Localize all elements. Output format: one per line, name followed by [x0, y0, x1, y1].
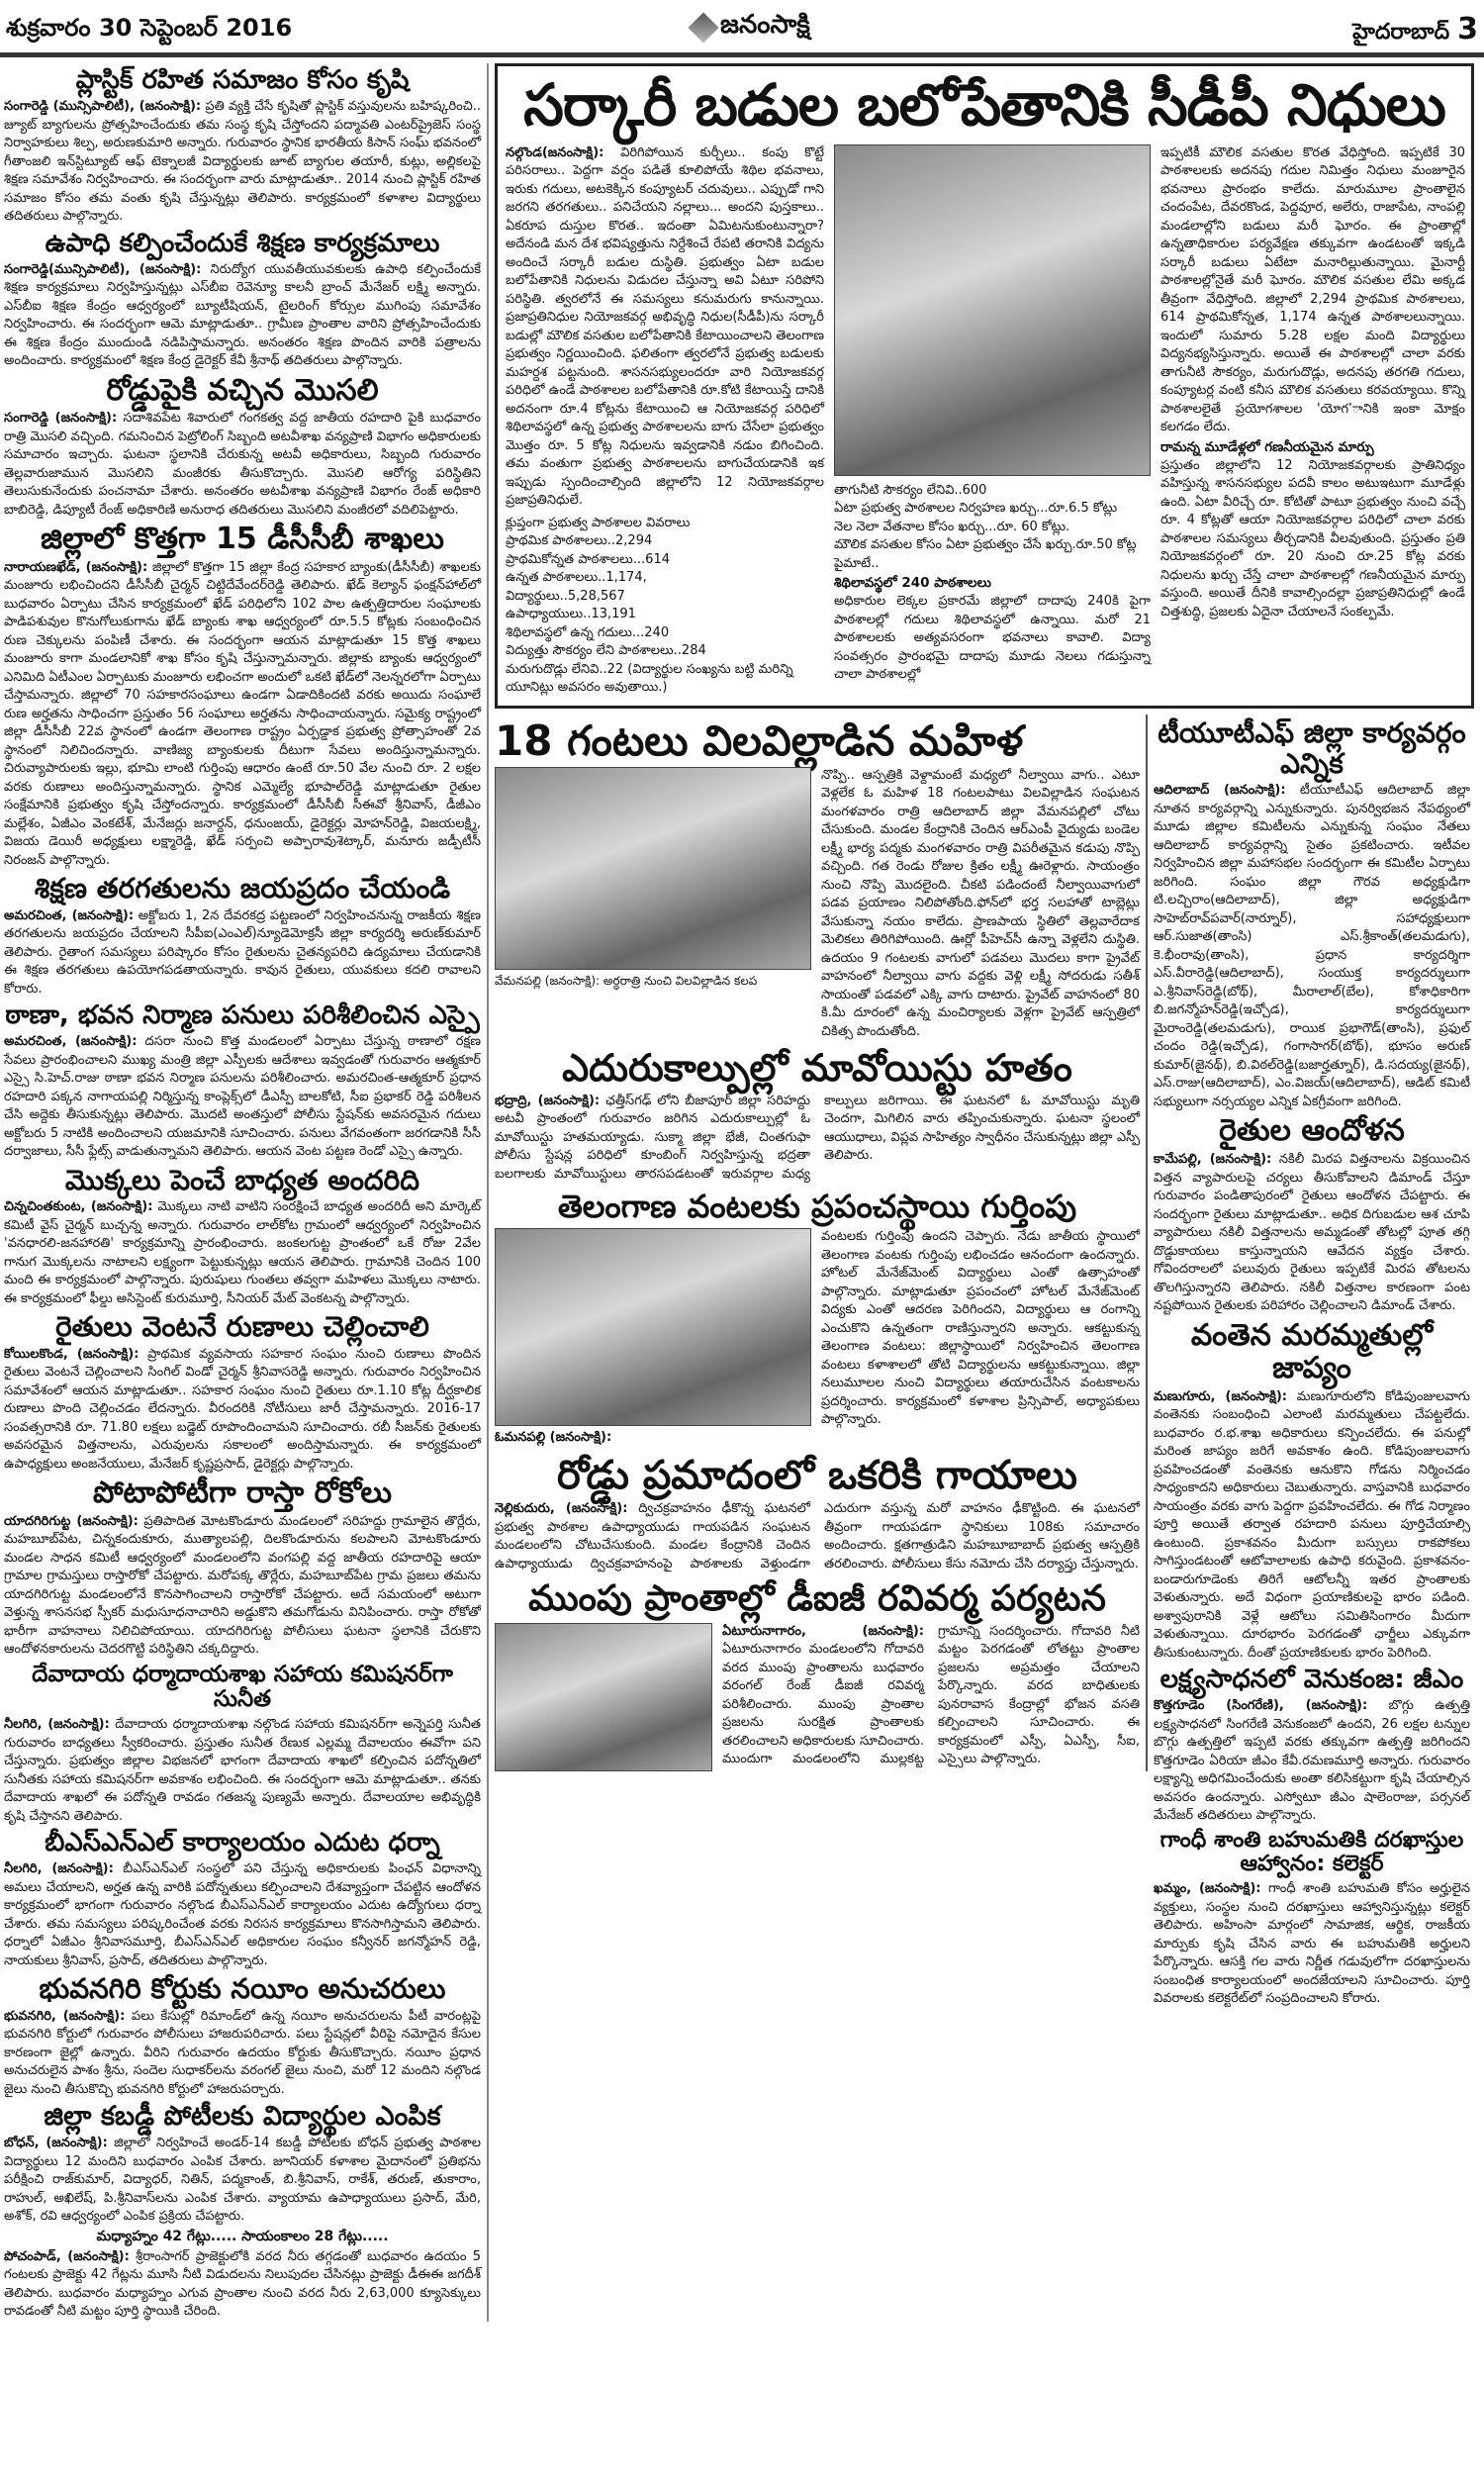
- stat-line: తాగునీటి సౌకర్యం లేనివి..600: [834, 482, 987, 498]
- article-body: ప్రాథమిక వ్యవసాయ సహకార సంఘం నుంచి రుణాలు పొందిన రైతులు వెంటనే చెల్లించాలని సింగిల్ విండో చైర్మన్ శ్రీనివాసరెడ్డి అన్నారు. గురువారం నిర్వహించిన సమావేశంలో ఆయన మాట్లాడుతూ.. సహకార సంఘం నుంచి రైతులు రూ.1.10 కోట్ల దీర్ఘకాలిక రుణాలు పొంది చెల్లించడం లేదన్నారు. వీరందరికి నోటీసులు జారీ చేస్తామన్నారు. 2016-17 సంవత్సరానికి రూ. 71.80 లక్షలు బడ్జెట్ రూపొందించామని సూచించారు. రబీ సీజన్‌కు రైతులకు అవసరమైన విత్తనాలను, ఎరువులను సకాలంలో అందిస్తామన్నారు. ఈ కార్యక్రమంలో ఉపాధ్యక్షులు అంజనేయులు, మేనేజర్ కృష్ణప్రసాద్, డైరెక్టర్లు పాల్గొన్నారు.: [4, 1346, 481, 1472]
- subheading-change: రామన్న మూడేళ్లలో గణనీయమైన మార్పు: [1160, 438, 1374, 455]
- article-body: ఛత్తీస్‌గఢ్ లోని బీజాపూర్ జిల్లా సరిహద్దు అటవీ ప్రాంతంలో గురువారం జరిగిన ఎదురుకాల్పుల్లో ఓ మావోయిస్టు హతమయ్యాడు. సుక్మా జిల్లా భేజీ, చింతగుఫా పోలీసు స్టేషన్ల పరిధిలో కూంబింగ్ నిర్వహిస్తున్న భద్రతా బలగాలకు మావోయిస్టులు తారసపడటంతో ఇరువర్గాల మధ్య కాల్పులు జరిగాయి. ఈ ఘటనలో ఓ మావోయిస్టు మృతి చెందగా, మిగిలిన వారు తప్పించుకున్నారు. ఘటనా స్థలంలో ఆయుధాలు, విప్లవ సాహిత్యం స్వాధీనం చేసుకున్నట్లు జిల్లా ఎస్పీ తెలిపారు.: [495, 1093, 1140, 1182]
- dateline: సంగారెడ్డి (జనంసాక్షి):: [4, 411, 118, 427]
- article-body: మొక్కలు నాటి వాటిని సంరక్షించే బాధ్యత అందరిదీ అని మార్కెట్ కమిటీ వైస్ చైర్మన్ బుచ్చన్న అన్నారు. గురువారం లాల్‌కోట గ్రామంలో ఆధ్వర్యంలో నిర్వహించిన 'వనధారలి-జనహారతి' కార్యక్రమాన్ని ప్రారంభించారు. జంకలగుట్ట ప్రాంతంలో ఒకే రోజు 2వేల గానుగ మొక్కలను నాటాలని లక్ష్యంగా పెట్టుకున్నట్లు ఆయన తెలిపారు. గ్రామానికి చెందిన 100 మంది ఈ కార్యక్రమంలో పాల్గొన్నారు. పురుషులు గుంతలు తవ్వగా మహిళలు మొక్కలు నాటారు. ఈ కార్యక్రమంలో ఫీల్డు అసిస్టెంట్ కురుమూర్తి, సీనియర్ మేట్ వెంకటన్న పాల్గొన్నారు.: [4, 1199, 481, 1306]
- headline: ఉపాధి కల్పించేందుకే శిక్షణ కార్యక్రమాలు: [45, 228, 440, 258]
- lead-story: [495, 63, 1474, 709]
- dateline: నల్గొండ(జనంసాక్షి):: [506, 144, 604, 160]
- dateline: కామేపల్లి, (జనంసాక్షి):: [1154, 1152, 1272, 1167]
- article: [1154, 1319, 1470, 1664]
- dateline: భద్రాద్రి, (జనంసాక్షి):: [495, 1093, 601, 1108]
- dateline: నీలగిరి, (జనంసాక్షి):: [4, 1717, 110, 1733]
- dateline: అమరచింత, (జనంసాక్షి):: [4, 907, 135, 923]
- expense-stats: [834, 482, 1151, 574]
- stat-line: ప్రాథమికోన్నత పాఠశాలలు...614: [506, 551, 670, 567]
- stat-line: మౌలిక వసతుల కోసం ఏటా ప్రభుత్వం చేసే ఖర్చు.రూ.50 కోట్ల పైమాటే..: [834, 537, 1137, 571]
- article: [4, 1476, 481, 1660]
- article-body: అక్టోబరు 1, 2న దేవరకద్ర పట్టణంలో నిర్వహించనున్న రాజకీయ శిక్షణ తరగతులను జయప్రదం చేయాలని సీపీఐ(ఎంఎల్)న్యూడెమోక్రసీ జిల్లా కార్యదర్శి అరుణ్‌కుమార్ తెలిపారు. రైతాంగ సమస్యలు పరిష్కారం కోసం రైతులను చైతన్యపరిచి ఉద్యమాలు చేయడానికి ఈ శిక్షణ తరగతులు ఉపయోగపడతాయన్నారు. కావున రైతులు, యువకులు కదలి రావాలని కోరారు.: [4, 907, 482, 997]
- headline: శిక్షణ తరగతులను జయప్రదం చేయండి: [34, 872, 451, 905]
- lead-text: విరిగిపోయిన కుర్చీలు.. కంపు కొట్టే పరిసరాలు.. పెద్దగా వర్షం పడితే కూలిపోయే శిథిల భవనాలు, ఇరుకు గదులు, అటకెక్కిన కంప్యూటర్ చదువులు.. ఎప్పుడో గాని జరగని తరగతులు.. పనిచేయని నల్లాలు... అందని పుస్తకాలు.. ఏకరూప దుస్తుల కొరత.. ఇదంతా ఏమిటనుకుంటున్నారా? అదేనండి మన దేశ భవిష్యత్తును నిర్దేశించే రేపటి తరానికి విద్యను అందించే సర్కారీ బడుల దుస్థితి. ప్రభుత్వం ఏటా బడుల బలోపేతానికి నిధులను విడుదల చేస్తున్నా అవి ఏటూ సరిపోని పరిస్థితి. త్వరలోనే ఈ సమస్యలు కనుమరుగు కానున్నాయి. ప్రజాప్రతినిధుల నియోజకవర్గ అభివృద్ధి నిధుల(సీడీపీ)ను సర్కారీ బడుల్లో మౌలిక వసతుల బలోపేతానికి కేటాయించాలని తెలంగాణ ప్రభుత్వం నిర్ణయించింది. ఫలితంగా త్వరలోనే ప్రభుత్వ బడులకు మహర్దశ పట్టనుంది. శాసనసభ్యులందరూ వారి నియోజకవర్గ పరిధిలో ఉండే పాఠశాలల బలోపేతానికి రూ.కోటి కేటాయిస్తే దానికి అదనంగా రూ.4 కోట్లను కేటాయించి ఆ నియోజకవర్గ పరిధిలో శిథిలావస్థలో ఉన్న ప్రభుత్వ పాఠశాలలను బాగు చేసేలా ప్రభుత్వం మొత్తం రూ. 5 కోట్ల నిధులను ఇవ్వడానికి నడుం బిగించింది. తమ వంతుగా ప్రభుత్వ పాఠశాలలను బాగుచేయడానికి ఇక ఇప్పుడు స్పందించాల్సింది జిల్లాలోని 12 నియోజకవర్గాల ప్రజాప్రతినిధులే.: [506, 144, 824, 509]
- lead-col-2: [834, 144, 1151, 685]
- article: [4, 1663, 481, 1827]
- headline: రైతుల ఆందోళన: [1219, 1113, 1405, 1149]
- headline: జిల్లాలో కొత్తగా 15 డీసీసీబీ శాఖలు: [41, 522, 444, 557]
- article: [1154, 1666, 1470, 1826]
- lower-columns: [495, 714, 1474, 2009]
- dateline: ఖమ్మం, (జనంసాక్షి):: [1154, 1881, 1261, 1897]
- stat-line: విద్యార్థులు..5,28,567: [506, 588, 625, 604]
- page-number: 3: [1457, 12, 1478, 47]
- article-body: వంటలకు గుర్తింపు ఉందని చెప్పారు. నేడు జాతీయ స్థాయిలో తెలంగాణ వంటకు గుర్తింపు లభించడం ఆనందంగా ఉందన్నారు. హోటల్ మేనేజ్‌మెంట్ విద్యార్థులు ఎంతో ఉత్సాహంతో పాల్గొన్నారు. మాట్లాడుతూ ప్రపంచంలో హోటల్ మేనేజ్‌మెంట్ విద్యకు ఎంతో ఆదరణ పెరిగిందని, విద్యార్థులు ఆ రంగాన్ని ఎంచుకొని ఉన్నతంగా రాణిస్తున్నారని అన్నారు. ఆకట్టుకున్న తెలంగాణ వంటలు: జిల్లాస్థాయిలో నిర్వహించిన తెలంగాణ వంటలు కళాశాలలో తోటి విద్యార్థులను ఆకట్టుకున్నాయి. జిల్లా నలుమూలల నుంచి విద్యార్థులు తయారుచేసిన వంటకాలను ప్రదర్శించారు. కార్యక్రమంలో కళాశాల ప్రిన్సిపాల్, అధ్యాపకులు పాల్గొన్నారు.: [821, 1229, 1140, 1428]
- dateline: నెల్లికుదురు, (జనంసాక్షి):: [495, 1501, 628, 1517]
- article-telangana-cuisine: [495, 1190, 1140, 1447]
- article-road-accident: [495, 1454, 1140, 1574]
- article: [4, 523, 481, 870]
- masthead: [0, 0, 1484, 57]
- right-column: [1154, 714, 1470, 2009]
- article-woman: [495, 717, 1140, 1042]
- article: [4, 1165, 481, 1308]
- right-area: [495, 63, 1474, 2009]
- headline: దేవాదాయ ధర్మాదాయశాఖ సహాయ కమిషనర్‌గా సునీత: [32, 1661, 453, 1713]
- article-maoist: [495, 1047, 1140, 1184]
- article: [4, 2102, 481, 2227]
- article: [4, 230, 481, 371]
- article: [1154, 1114, 1470, 1315]
- lead-body-3: ఇప్పటికీ మౌలిక వసతుల కొరత వేధిస్తోంది. ఇప్పటికే 30 పాఠశాలలకు అదనపు గదుల నిమిత్తం నిధులు మంజూరైన భవనాలు ప్రారంభం కాలేదు. మారుమూల ప్రాంతాలైన చందంపేట, దేవరకొండ, పెద్దవూర, అలేరు, రాజాపేట, నాంపల్లి మండలాల్లోని బడులు మరీ ఘోరం. ఈ ప్రాంతాల్లో ఉన్నతాధికారుల పర్యవేక్షణ తక్కువగా ఉండటంతో ఇక్కడి సర్కారీ బడులు ఏటేటా మనారిల్లుతున్నాయి. మైనార్టీ పాఠశాలల్లోనైతే మరీ ఘోరం. మౌలిక వసతుల లేమి అక్కడ తీవ్రంగా వేధిస్తోంది. జిల్లాలో 2,294 ప్రాథమిక పాఠశాలలు, 614 ప్రాథమికోన్నత, 1,174 ఉన్నత పాఠశాలలున్నాయి. ఇందులో సుమారు 5.28 లక్షల మంది విద్యార్థులు విద్యనభ్యసిస్తున్నారు. అయితే ఈ పాఠశాలల్లో చాలా వరకు తాగునీటి సౌకర్యం, మరుగుదొడ్లు, అదనపు తరగతి గదులు, కంప్యూటర్ల వంటి కనీస మౌలిక వసతులు కరవయ్యాయి. కొన్ని పాఠశాలలైతే ప్రయోగశాలల 'యోగ'ానికి ఇంకా మోక్షం కలగడం లేదు.: [1160, 144, 1465, 435]
- stat-line: ప్రాథమిక పాఠశాలలు..2,294: [506, 533, 653, 549]
- article-body: నకిలీ మిరప విత్తనాలను విక్రయించిన విత్తన వ్యాపారులపై చర్యలు తీసుకోవాలని డిమాండ్ చేస్తూ గురువారం పండితాపురంలో రైతులు ఆందోళన చేపట్టారు. ఈ సందర్భంగా రైతులు మాట్లాడుతూ.. అధిక దిగుబడుల ఆశ చూపి వ్యాపారులు నకిలీ విత్తనాలను అమ్మడంతో తోటల్లో పూత తగ్గి దొడ్డుకాయలు కాస్తున్నాయని ఆవేదన వ్యక్తం చేశారు. గోవిందరాలలో పలువురు రైతులు ఇప్పటికే మిరప తోటలను తొలగిస్తున్నారని తెలిపారు. నకిలీ విత్తనాల కారణంగా పంట నష్టపోయిన రైతులకు పరిహారం చెల్లించాలని డిమాండ్ చేశారు.: [1154, 1152, 1470, 1313]
- article-body: నిరుద్యోగ యువతీయువకులకు ఉపాధి కల్పించేందుకే శిక్షణ కార్యక్రమాలు నిర్వహిస్తున్నట్లు ఎస్‌బీఐ రెవెన్యూ కాలనీ బ్రాంచ్ మేనేజర్ లక్ష్మి అన్నారు. ఎస్‌బీఐ శిక్షణ కేంద్రం ఆధ్వర్యంలో బ్యూటీషియన్, టైలరింగ్ కోర్సుల ముగింపు సమావేశం నిర్వహించారు. ఈ సందర్భంగా ఆమె మాట్లాడుతూ.. గ్రామీణ ప్రాంతాల వారిని ప్రోత్సహించేందుకు ఈ శిక్షణ కేంద్రం ముందుండి నడిపిస్తామన్నారు. అనంతరం శిక్షణ పొందిన వారికి పత్రాలను అందించారు. కార్యక్రమంలో శిక్షణ కేంద్ర డైరెక్టర్ కేవీ శ్రీనాథ్ తదితరులు పాల్గొన్నారు.: [4, 261, 481, 369]
- dateline: చిన్నచింతకుంట, (జనంసాక్షి):: [4, 1199, 153, 1215]
- article-body: నొప్పి.. ఆస్పత్రికి వెళ్దామంటే మధ్యలో నీల్వాయి వాగు.. ఎటూ వెళ్లలేక ఓ మహిళ 18 గంటలపాటు విలవిల్లాడిన సంఘటన మంగళవారం రాత్రి ఆదిలాబాద్ జిల్లా వేమనపల్లిలో చోటు చేసుకుంది. మండల కేంద్రానికి చెందిన ఆర్ఎంపీ వైద్యుడు బండెల లక్ష్మీ భార్య పద్మకు మంగళవారం రాత్రి విపరీతమైన కడుపు నొప్పి వచ్చింది. గత రెండు రోజుల క్రితం లక్ష్మీ ఊరెళ్లారు. సాయంత్రం నుంచి నొప్పి మొదలైంది. చీకటి పడిందంటే నీల్వాయివాగులో పడవ ప్రయాణం నిలిపోతోంది.ఫోన్‌లో భర్త సలహాతో టాబ్లెట్లు వేసుకున్నా నయం కాలేదు. ప్రాణపాయ స్థితిలో తెల్లవారేదాక మెలికలు తిరిగిపోయింది. ఊర్లో పీహెచ్‌సీ ఉన్నా వెళ్లలేని దుస్థితి. ఉదయం 9 గంటలకు వాగులో పడవలు మొదలు కాగా ప్రైవేట్ వాహనంలో నీల్వాయి వాగు వద్దకు వెళ్లి లక్ష్మీ సోదరుడు సతీశ్ సాయంతో పడవలో ఎక్కి వాగు దాటారు. ప్రైవేట్ వాహనంలో 80 కి.మీ దూరంలో ఉన్న మంచిర్యాలకు వెళ్లగా ప్రైవేట్ ఆస్పత్రిలో చికిత్స పొందుతోంది.: [821, 767, 1140, 1039]
- article-body: ఏటూరునాగారం మండలంలోని గోదావరి వరద ముంపు ప్రాంతాలను బుధవారం వరంగల్ రేంజ్ డీఐజీ రవివర్మ పరిశీలించారు. ముంపు ప్రాంతాల ప్రజలను సురక్షిత ప్రాంతాలకు తరలించాలని అధికారులకు సూచించారు. ముందుగా మండలంలోని ముల్లకట్ట గ్రామాన్ని సందర్శించారు. గోదావరి నీటి మట్టం పెరగడంతో లోతట్టు ప్రాంతాల ప్రజలను అప్రమత్తం చేయాలని పేర్కొన్నారు. వరద బాధితులకు పునరావాస కేంద్రాల్లో భోజన వసతి కల్పించాలని సూచించారు. ఈ కార్యక్రమంలో ఎస్పీ, ఏఎస్పీ, సీఐ, ఎస్సైలు పాల్గొన్నారు.: [722, 1623, 1140, 1767]
- river-crossing-photo: [495, 767, 811, 970]
- photo-caption: వేమనపల్లి (జనంసాక్షి): అర్ధరాత్రి నుంచి విలవిల్లాడిన కలప: [495, 973, 758, 988]
- stat-line: ఉపాధ్యాయులు..13,191: [506, 607, 636, 622]
- article-body: పలు కేసుల్లో రిమాండ్‌లో ఉన్న నయీం అనుచరులను పీటీ వారంట్లపై భువనగిరి కోర్టులో గురువారం పోలీసులు హాజరుపరిచారు. పలు స్టేషన్లలో వీరిపై నమోదైన కేసుల కారణంగా జైల్లో ఉన్నారు. వీరిని గురువారం ఉదయం కోర్టుకు తీసుకొచ్చారు. నయీం ప్రధాన అనుచరులైన పాశం శ్రీను, సందెల సుధాకర్‌లను వరంగల్ జైలు నుంచి, మరో 12 మందిని నల్గొండ జైలు నుంచి తీసుకొచ్చి భువనగిరి కోర్టులో హాజరుపర్చారు.: [4, 2008, 481, 2097]
- article-body: బొగ్గు ఉత్పత్తి లక్ష్యసాధనలో సింగరేణి వెనుకంజలో ఉందని, 26 లక్షల టన్నుల బొగ్గు ఉత్పత్తిలో ఇప్పటి వరకు తక్కువగా ఉత్పత్తి జరిగిందని కొత్తగూడెం ఏరియా జీఎం కేవీ.రమణమూర్తి అన్నారు. గురువారం లక్ష్యాన్ని అధిగమించేందుకు అంతా కలిసికట్టుగా కృషి చేయాల్సిన అవసరం ఉందన్నారు. ఎస్వోటూ జీఎం షాలెంరాజు, పర్సనల్ మేనేజర్ తదితరులు పాల్గొన్నారు.: [1154, 1698, 1470, 1824]
- logo-icon: [688, 12, 718, 43]
- dateline: అమరచింత, (జనంసాక్షి):: [4, 1034, 138, 1050]
- headline: జిల్లా కబడ్డీ పోటీలకు విద్యార్థుల ఎంపిక: [44, 2101, 441, 2133]
- article: [4, 2230, 481, 2322]
- article: [4, 66, 481, 227]
- article-body: సదాశివపేట శివారులో గంగకత్వ వద్ద జాతీయ రహదారి పైకి బుధవారం రాత్రి మొసలి వచ్చింది. గమనించిన పెట్రోలింగ్ సిబ్బంది అటవీశాఖ వన్యప్రాణి విభాగం అధికారులకు సమాచారం ఇచ్చారు. ఘటనా స్థలానికి చేరుకున్న అటవీ అధికారులు, సిబ్బంది గురువారం తెల్లవారుజామున మొసలిని మంజీరకు తీసుకొచ్చారు. మొసలి ఆరోగ్య పరిస్థితిని తెలుసుకునేందుకు పంచనామా చేశారు. అనంతరం అటవీశాఖ వన్యప్రాణి విభాగం రేంజ్ అధికారి బాబిరెడ్డి, డిప్యూటీ రేంజ్ అధికారిణి అనురాధ తదితరులు మొసలిని మంజీరలో వదిలిపెట్టారు.: [4, 411, 481, 518]
- lead-body-4: ప్రస్తుతం జిల్లాలోని 12 నియోజకవర్గాలకు ప్రాతినిధ్యం వహిస్తున్న శాసనసభ్యుల పదవీ కాలం అటుఇటుగా మూడేళ్లు ఉంది. ఏటా వీరిచ్చే రూ. కోటితో పాటూ ప్రభుత్వం నుంచి వచ్చే రూ. 4 కోట్లతో ఆయా నియోజకవర్గాల పరిధిలో చాలా వరకు పాఠశాలల సమస్యలు తీర్చడానికి వీలవుతుంది. ప్రస్తుతం ప్రతి నియోజకవర్గంలో రూ. 20 నుంచి రూ.25 కోట్ల వరకు నిధులను ఖర్చు చేస్తే చాలా పాఠశాలల్లో గణనీయమైన మార్పు వస్తుంది. అయితే దీనికి కావాల్సిందల్లా ప్రజాప్రతినిధుల్లో ఉండే చిత్తశుద్ధి, ప్రజలకు ఏదైనా చేయాలనే సంకల్పమే.: [1160, 457, 1465, 619]
- lead-headline: సర్కారీ బడుల బలోపేతానికి సీడీపీ నిధులు: [523, 71, 1445, 139]
- stat-line: విద్యుత్తు సౌకర్యం లేని పాఠశాలలు..284: [506, 643, 706, 659]
- article-body: బీఎస్ఎన్ఎల్ సంస్థలో పని చేస్తున్న అధికారులకు పింఛన్ విధానాన్ని అమలు చేయాలని, అర్హత ఉన్న వారికి పదోన్నతులు కల్పించాలని దేశవ్యాప్తంగా చేపట్టిన ఆందోళన కార్యక్రమంలో భాగంగా గురువారం నల్గొండ బీఎస్ఎన్ఎల్ కార్యాలయం ఎదుట ఉద్యోగులు ధర్నా చేశారు. తమ సమస్యలు పరిష్కరించేంత వరకు నిరసన కార్యక్రమాలు కొనసాగిస్తామని తెలిపారు. ధర్నాలో ఏజీఎం శ్రీనివాసమూర్తి, బీఎస్ఎన్ఎల్ అధికారుల సంఘం కన్వీనర్ జగన్మోహన్ రెడ్డి, నాయకులు శ్రీనివాస్, ప్రసాద్, తదితరులు పాల్గొన్నారు.: [4, 1861, 481, 1968]
- city-name: హైదరాబాద్: [1352, 20, 1450, 45]
- article: [4, 1973, 481, 2099]
- headline: భువనగిరి కోర్టుకు నయీం అనుచరులు: [39, 1972, 446, 2006]
- dateline: పోచంపాడ్, (జనంసాక్షి):: [4, 2248, 130, 2264]
- headline: తెలంగాణ వంటలకు ప్రపంచస్థాయి గుర్తింపు: [557, 1188, 1077, 1226]
- article-body: ద్విచక్రవాహనం ఢీకొన్న ఘటనలో ప్రభుత్వ పాఠశాల ఉపాధ్యాయుడు గాయపడిన సంఘటన మండలంలోని చోటుచేసుకుంది. మండల కేంద్రానికి చెందిన ఉపాధ్యాయుడు ద్విచక్రవాహనంపై పాఠశాలకు వెళ్తుండగా ఎదురుగా వస్తున్న మరో వాహనం ఢీకొట్టింది. ఈ ఘటనలో తీవ్రంగా గాయపడగా స్థానికులు 108కు సమాచారం అందించారు. క్షతగాత్రుడిని మహబూబాబాద్ ప్రభుత్వ ఆస్పత్రికి తరలించారు. పోలీసులు కేసు నమోదు చేసి దర్యాప్తు చేస్తున్నారు.: [495, 1501, 1140, 1571]
- headline: ఠాణా, భవన నిర్మాణ పనులు పరిశీలించిన ఎస్పై: [5, 1000, 480, 1031]
- lead-body-2: అధికారుల లెక్కల ప్రకారమే జిల్లాలో దాదాపు 240కి పైగా పాఠశాలల్లో గదులు శిథిలావస్థలో ఉన్నాయి. మరో 21 పాఠశాలలకు అత్యవసరంగా భవనాలు కావాలి. విద్యా సంవత్సరం ప్రారంభమై దాదాపు మూడు నెలలు గడుస్తున్నా చాలా పాఠశాలల్లో: [834, 594, 1151, 683]
- dateline: ఓమనపల్లి (జనంసాక్షి):: [495, 1430, 612, 1446]
- article: [4, 873, 481, 999]
- headline: బీఎస్ఎన్ఎల్ కార్యాలయం ఎదుట ధర్నా: [45, 1828, 440, 1858]
- lead-col-3: [1160, 144, 1465, 622]
- headline: గాంధీ శాంతి బహుమతికి దరఖాస్తుల ఆహ్వానం: కలెక్టర్: [1159, 1827, 1464, 1877]
- article-body: గాంధీ శాంతి బహుమతి కోసం అర్హులైన వ్యక్తులు, సంస్థల నుంచి దరఖాస్తులు ఆహ్వానిస్తున్నట్లు కలెక్టర్ తెలిపారు. అహింసా మార్గంలో సామాజిక, ఆర్థిక, రాజకీయ మార్పుకు కృషి చేసిన వారు ఈ బహుమతికి అర్హులని పేర్కొన్నారు. ఆసక్తి గల వారు నిర్ణీత గడువులోగా దరఖాస్తులను సంబంధిత కార్యాలయంలో అందజేయాలని సూచించారు. పూర్తి వివరాలకు కలెక్టరేట్‌లో సంప్రదించాలని కోరారు.: [1154, 1881, 1471, 2007]
- school-stats: [506, 515, 824, 698]
- lead-col-1: [506, 144, 824, 698]
- lead-body-1: [506, 144, 824, 511]
- article-body: ప్రతి వ్యక్తి చేసే కృషితో ప్లాస్టిక్ వస్తువులను బహిష్కరించి.. జ్యూట్ బ్యాగులను ప్రోత్సహించేందుకు తమ సంస్థ కృషి చేస్తోందని పద్మావతి ఎంటర్‌ప్రైజెస్ సంస్థ నిర్వాహకులు శిల్ప, అరుణకుమారి అన్నారు. గురువారం స్థానిక భారతీయ కిసాన్ సంఘ్ భవనంలో గీతాంజలి ఇన్‌స్టిట్యూట్ ఆఫ్ టెక్నాలజీ విద్యార్థులకు జూట్ బ్యాగుల తయారీ, కుట్లు, అల్లికలపై శిక్షణ సమావేశం నిర్వహించారు. ఈ సందర్భంగా వారు మాట్లాడుతూ.. 2014 నుంచి ప్లాస్టిక్ రహిత సమాజం కోసం తమ వంతు కృషి చేస్తున్నట్లు తెలిపారు. కార్యక్రమంలో కళాశాల విద్యార్థులు తదితరులు పాల్గొన్నారు.: [4, 99, 481, 225]
- article-body: మణుగూరులోని కోడిపుంజులవాగు వంతెనకు సంబంధించి ఎలాంటి మరమ్మతులు చేపట్టలేదు. బుధవారం ర.భ.శాఖ అధికారులు కన్పించలేదు. ఈ పనుల్లో మరింత జాప్యం జరిగే అవకాశం ఉంది. కోడిపుంజులవాగు ప్రవహించడంతో వంతెనకు ఆనుకొని గోడను నిర్మించడం సాధ్యంకాదని అధికారులు చెబుతున్నారు. వాస్తవానికి బుధవారం సాయంత్రం వరకు వాగు పెద్దగా ప్రవహించలేదు. ఈ గోడ నిర్మాణం పూర్తి అయితే తర్వాత రహదారి పనులు పూర్తిచేయాల్సి ఉంటుంది. ప్రకాశవనం మీదుగా బస్సులు రాకపోకలు సాగిస్తుండటంతో ఆటోవాలాలకు ఉపాధి కరువైంది. ప్రకాశవనం-బండారుగూడెంకు తిరిగే ఆటోలన్నీ ఇతర ప్రాంతాలకు వెళుతున్నారు. అదే విధంగా ప్రయాణికులపై భారం పడింది. అశ్వాపురానికి వెళ్లే ఆటోలు సమితిసింగారం మీదుగా వెళుతున్నాయి. దూరభారం పెరగడంతో ఛార్జీలు ఎక్కువగా తీసుకుంటున్నారు. దీంతో ప్రయాణికులకు భారం పెరిగింది.: [1154, 1388, 1470, 1661]
- flood-visit-photo: [495, 1623, 712, 1771]
- left-column: [4, 63, 489, 2322]
- article-body: జిల్లాలో నిర్వహించే అండర్-14 కబడ్డీ పోటీలకు బోధన్ ప్రభుత్వ పాఠశాల విద్యార్థులు 12 మందిని బుధవారం ఎంపిక చేశారు. జూనియర్ కళాశాల మైదానంలో ప్రతిభను పరీక్షించి రాజ్‌కుమార్, విద్యాధర్, నితిన్, పద్మకాంత్, బి.శ్రీనివాస్, రాకేశ్, తరుణ్, తుకారాం, రాహుల్, అఖిలేష్, పి.శ్రీనివాస్‌లను ఎంపిక చేశారు. వ్యాయామ ఉపాధ్యాయులు ప్రసాద్, మేరి, అశోక్, రవి ఆధ్వర్యంలో ఎంపిక ప్రక్రియ చేపట్టారు.: [4, 2136, 481, 2225]
- dateline: భువనగిరి, (జనంసాక్షి):: [4, 2008, 126, 2024]
- logo-text: జనంసాక్షి: [720, 10, 810, 40]
- middle-column: [495, 714, 1148, 1771]
- headline: మొక్కలు పెంచే బాధ్యత అందరిది: [64, 1163, 420, 1196]
- article: [4, 374, 481, 521]
- page-body: [0, 57, 1484, 2322]
- article-body: శ్రీరాంసాగర్ ప్రాజెక్టులోకి వరద నీరు తగ్గడంతో బుధవారం ఉదయం 5 గంటలకు ప్రాజెక్టు 42 గేట్లను మూసి నీటి విడుదలను నిలుపుదల చేసినట్లు ప్రాజెక్టు డీఈఈ జగదీశ్ తెలిపారు. బుధవారం మధ్యాహ్నం ఎగువ ప్రాంతాల నుంచి వరద నీరు 2,63,000 క్యూసెక్కులు రావడంతో నీటి మట్టం పూర్తి స్థాయికి చేరింది.: [4, 2248, 481, 2320]
- article: [1154, 717, 1470, 1112]
- headline: ముంపు ప్రాంతాల్లో డీఐజీ రవివర్మ పర్యటన: [528, 1578, 1106, 1620]
- headline: లక్ష్యసాధనలో వెనుకంజ: జీఎం: [1159, 1665, 1464, 1695]
- dateline: సంగారెడ్డి(మున్సిపాలిటీ), (జనంసాక్షి):: [4, 261, 202, 277]
- stat-line: నెల నెలా వేతనాల కోసం ఖర్చు...రూ. 60 కోట్లు.: [834, 519, 1070, 534]
- headline: 18 గంటలు విలవిల్లాడిన మహిళ: [495, 715, 1024, 765]
- dateline: యాదగిరిగుట్ట (జనంసాక్షి):: [4, 1513, 139, 1529]
- lead-columns: [506, 144, 1463, 698]
- headline: వంతెన మరమ్మతుల్లో జాప్యం: [1190, 1317, 1434, 1386]
- dateline: కొత్తగూడెం (సింగరేణి), (జనంసాక్షి):: [1154, 1698, 1368, 1714]
- article: [4, 1001, 481, 1162]
- dateline: మణుగూరు, (జనంసాక్షి):: [1154, 1388, 1288, 1404]
- article-body: దేవాదాయ ధర్మాదాయశాఖ నల్గొండ సహాయ కమిషనర్‌గా అన్నెపర్తి సునీత గురువారం బాధ్యతలు స్వీకరించారు. ప్రస్తుతం సునీత రేణుక ఎల్లమ్మ దేవాలయం ఈవోగా పని చేస్తున్నారు. ప్రభుత్వం జిల్లాల విభజనలో భాగంగా దేవాదాయ శాఖలో కల్పించిన పదోన్నతిలో సునీతకు సహాయ కమిషనర్‌గా అవకాశం లభించింది. ఈ సందర్భంగా ఆమె మాట్లాడుతూ.. తనకు దేవాదాయ శాఖలో ఈ పదోన్నతి రావడం గతజన్మ పుణ్యమే అన్నారు. దేవాలయాల అభివృద్ధికి కృషి చేస్తానని తెలిపారు.: [4, 1717, 481, 1824]
- headline: మధ్యాహ్నం 42 గేట్లు..... సాయంకాలం 28 గేట్లు.....: [96, 2228, 389, 2244]
- stat-line: శిథిలావస్థలో ఉన్న గదులు...240: [506, 624, 670, 640]
- article-body: టీయూటీఎఫ్ ఆదిలాబాద్ జిల్లా నూతన కార్యవర్గాన్ని ఎన్నుకున్నారు. పునర్విభజన నేపథ్యంలో మూడు జిల్లాల కమిటీలను ఎన్నుకున్న సంఘం నేతలు ఆదిలాబాద్ కార్యవర్గాన్ని సైతం ప్రకటించారు. ఇటీవల నిర్వహించిన జిల్లా మహాసభల సందర్భంగా ఈ కమిటీల ఏర్పాటు జరిగింది. సంఘం జిల్లా గౌరవ అధ్యక్షుడిగా టి.లచ్చిరాం(ఆదిలాబాద్), జిల్లా అధ్యక్షుడిగా సాహెబ్‌రావ్‌పవార్(నార్నూర్), సహాధ్యక్షులుగా ఆర్.సుజాత(తాంసి) ఎస్.శ్రీకాంత్(తలమడుగు), కె.భీంరావు(తాంసి), ప్రధాన కార్యదర్శిగా ఎస్.వీరారెడ్డి(ఆదిలాబాద్), సంయుక్త కార్యదర్శులుగా ఎ.శ్రీనివాస్‌రెడ్డి(బోథ్), మీరాలాల్(బేల), కోశాధికారిగా బి.జగన్మోహన్‌రెడ్డి(ఇచ్చోడ), కార్యదర్శులుగా మైరాంరెడ్డి(తలమడుగు), రాయిక ప్రభాగౌడ్(తాంసి), ప్రఫుల్ చందం రెడ్డి(ఇచ్చోడ), గంగాసాగర్(బోథ్), భూసం అరుణ్ కుమార్(జైనథ్), బి.విఠల్‌రెడ్డి(బజార్హత్నూర్), డి.సదయ్య(జైనథ్), ఎస్.రాజు(ఆదిలాబాద్), ఎం.విజయ్(ఆదిలాబాద్), ఆడిట్ కమిటీ సభ్యులుగా నర్సయ్యల ఎన్నిక ఏకగ్రీవంగా జరిగింది.: [1154, 783, 1470, 1109]
- headline: ప్లాస్టిక్ రహిత సమాజం కోసం కృషి: [75, 65, 410, 95]
- issue-date: శుక్రవారం 30 సెప్టెంబర్ 2016: [6, 14, 293, 42]
- stat-line: ఉన్నత పాఠశాలలు..1,174,: [506, 570, 647, 586]
- dateline: ఏటూరునాగారం, (జనంసాక్షి):: [722, 1623, 924, 1639]
- headline: రోడ్డుపైకి వచ్చిన మొసలి: [106, 372, 379, 408]
- dateline: కోయిలకొండ, (జనంసాక్షి):: [4, 1346, 139, 1362]
- newspaper-logo: [693, 10, 810, 46]
- headline: రోడ్డు ప్రమాదంలో ఒకరికి గాయాలు: [556, 1452, 1078, 1498]
- dateline: సంగారెడ్డి (మున్సిపాలిటీ), (జనంసాక్షి):: [4, 99, 202, 115]
- article: [4, 1311, 481, 1474]
- dateline: బోధన్, (జనంసాక్షి):: [4, 2136, 108, 2151]
- headline: ఎదురుకాల్పుల్లో మావోయిస్టు హతం: [562, 1046, 1072, 1091]
- article: [1154, 1829, 1470, 2009]
- headline: టీయూటీఎఫ్ జిల్లా కార్యవర్గం ఎన్నిక: [1158, 715, 1466, 781]
- stat-line: ఏటా ప్రభుత్వ పాఠశాలల నిర్వహణ ఖర్చు...రూ.6.5 కోట్లు: [834, 501, 1118, 517]
- article-dig-visit: [495, 1579, 1140, 1770]
- dateline: నీలగిరి, (జనంసాక్షి):: [4, 1861, 114, 1877]
- stat-line: మరుగుదొడ్లు లేనివి..22 (విద్యార్థుల సంఖ్యను బట్టి మరిన్ని యూనిట్లు అవసరం అవుతాయి.): [506, 661, 793, 696]
- food-exhibition-photo: [495, 1228, 811, 1426]
- dateline: ఆదిలాబాద్ (జనంసాక్షి):: [1154, 783, 1286, 799]
- article-body: ప్రతిపాదిత మోటకొండూరు మండలంలో సరిహద్దు గ్రామాలైన తొర్లేరు, మహబూబ్‌పేట, చిన్నకందుకూరు, ముత్యాలపల్లి, దిలకొండూరును కలపాలని మోటకొండూరు మండల సాధన కమిటీ ఆధ్వర్యంలో మండలంలోని వంగపల్లి వద్ద జాతీయ రహదారిపై ఆయా గ్రామాల గ్రామస్తులు రాస్తారోకో చేపట్టారు. మరోపక్క తొర్లేరు, మహబూబ్‌పేట గ్రామ ప్రజలు తమను యాదగిరిగుట్ట మండలంలోనే కొనసాగించాలని రాస్తారోకో చేపట్టారు. అదే సమయంలో అటుగా వెళ్తున్న శాసనసభ స్పీకర్ మధుసూధనాచారిని అడ్డుకొని తమగోడును వినిపించారు. రాస్తా రోకోతో భారీగా వాహనాలు నిలిచిపోయాయి. యాదగిరిగుట్ట పోలీసులు ఘటనా స్థలానికి చేరుకొని ఆందోళనకారులను చెదరగొట్టి పరిస్థితిని చక్కదిద్దారు.: [4, 1513, 481, 1658]
- article: [4, 1829, 481, 1970]
- dateline: నారాయణఖేడ్, (జనంసాక్షి):: [4, 559, 148, 575]
- headline: రైతులు వెంటనే రుణాలు చెల్లించాలి: [55, 1310, 429, 1344]
- article-body: జిల్లాలో కొత్తగా 15 జిల్లా కేంద్ర సహకార బ్యాంకు(డీసీసీబీ) శాఖలకు మంజూరు లభించిందని డీసీసీబీ చైర్మన్ చిట్టిదేవేందర్‌రెడ్డి తెలిపారు. ఖేడ్ కెల్యాన్ ఫంక్షన్‌హాల్‌లో బుధవారం ఏర్పాటు చేసిన కార్యక్రమంలో ఖేడ్ పరిధిలోని 102 పాల ఉత్పత్తిదారుల సంఘాలకు పాడిపశువుల కొనుగోలుకుగాను ఖేడ్ బ్యాంకు శాఖ ఆధ్వర్యంలో రూ.5.5 కోట్లకు సంబంధించిన రుణ చెక్కులను పంపిణీ చేశారు. ఈ సందర్భంగా ఆయన మాట్లాడుతూ 15 కొత్త శాఖలు మంజూరు కాగా మండలానికో శాఖ కోసం కృషి చేస్తున్నామన్నారు. జిల్లాకు బ్యాంకు ఆధ్వర్యంలో ఎనిమిది ఏటీఎంల ఏర్పాటుకు మంజూరు లభించగా అందులో ఒకటి ఖేడ్‌లో నెలన్నరలోగా ఏర్పాటు చేస్తామన్నారు. జిల్లాలో 70 సహకారసంఘాలు ఉండగా ఏడాదికిందటి వరకు అయిదు సంఘాలే రుణ అర్హతను సాధించగా ప్రస్తుతం 56 సంఘాలు అర్హతను సాధించాయన్నారు. సమైక్య రాష్ట్రంలో జిల్లా డీసీసీబీ 22వ స్థానంలో ఉండగా తెలంగాణ రాష్ట్రం ఏర్పడ్డాక ప్రభుత్వ ప్రోత్సాహంతో 2వ స్థానంలో నిలిచిందన్నారు. వాణిజ్య బ్యాంకులకు దీటుగా సేవలు అందిస్తున్నామన్నారు. చిరువ్యాపారులకు ఇల్లు, భూమి లాంటి గుర్తింపు ఆధారం ఉంటే రూ.50 వేల నుంచి రూ. 2 లక్షల వరకు రుణాలు అందిస్తున్నామన్నారు. స్థానిక ఎమ్మెల్యే భూపాల్‌రెడ్డి మాట్లాడుతూ రైతుల సంక్షేమానికి ప్రభుత్వం కృషి చేస్తోందన్నారు. కార్యక్రమంలో డీసీసీబీ సీఈవో శ్రీనివాస్, డీజీఎం మల్లేశం, ఏజీఎం వెంకటేశ్, మేనేజర్లు జనార్దన్, ధనుంజయ్, డైరెక్టర్లు మోహన్‌రెడ్డి, విజయలక్ష్మి, విజయ డెయిరీ అధ్యక్షులు లక్ష్మారెడ్డి, ఖేడ్ సర్పంచి అప్పారావుశెట్కార్, మనూరు జడ్పీటీసీ నిరంజన్ పాల్గొన్నారు.: [4, 559, 481, 868]
- edition-city: [1352, 12, 1478, 49]
- subheading-dilapidated: శిథిలావస్థలో 240 పాఠశాలలు: [834, 575, 991, 592]
- stats-title: క్లుప్తంగా ప్రభుత్వ పాఠశాలల వివరాలు: [506, 515, 691, 530]
- classroom-photo: [834, 144, 1151, 476]
- headline: పోటాపోటీగా రాస్తా రోకోలు: [92, 1475, 393, 1511]
- article-body: దసరా నుంచి కొత్త మండలంలో ఏర్పాటు చేస్తున్న ఠాణాలో రక్షణ సేవలు ప్రారంభించాలని ముఖ్య మంత్రి జిల్లా ఎస్పీలకు ఆదేశాలు ఇవ్వడంతో గురువారం ఆత్మకూర్ ఎస్సై సి.హెచ్.రాజు ఠాణా భవన నిర్మాణ పనులను పరిశీలించారు. అమరచింత-ఆత్మకూర్ ప్రధాన రహదారి పక్కన నాగాయపల్లి నిర్మిస్తున్న కాంప్లెక్స్‌లో డీఎస్పీ బాలకోటి, సీఐ ప్రభాకర్ రెడ్డి పరిశీలన చేసి అద్దెకు తీసుకున్నట్లు తెలిపారు. మొదటి అంతస్తులో పోలీసు స్టేషన్‌కు అవసరమైన గదులు అక్టోబరు 5 నాటికి అందించాలని యజమానికి సూచించారు. పనులు వేగవంతంగా జరగడానికి సీసీ దర్వాజాలు, సీసీ ఫ్లేట్స్ వాడుతున్నామని తెలిపారు. ఆయన వెంట పట్టణ రెండో ఎస్సై ఉన్నారు.: [4, 1034, 481, 1160]
